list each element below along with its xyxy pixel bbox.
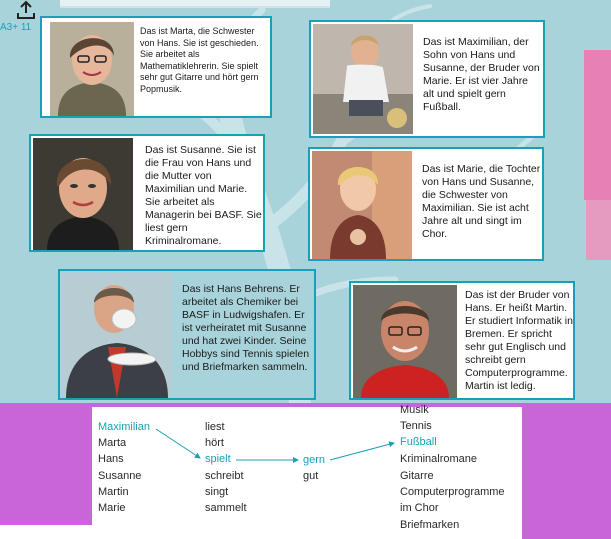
- photo-marie: [312, 151, 412, 259]
- text-maximilian: Das ist Maximilian, der Sohn von Hans und Susanne, der Bruder von Marie. Er ist vier Jahre alt und spielt gern Fußball.: [423, 36, 540, 113]
- verb-word: spielt: [205, 453, 231, 465]
- pink-sidebar-lower: [586, 200, 611, 260]
- upload-icon[interactable]: [14, 0, 38, 20]
- exercise-badge: A3+ 11: [0, 22, 32, 33]
- name-word: Martin: [98, 486, 129, 498]
- card-marta: [40, 16, 272, 118]
- object-word: Computerprogramme: [400, 486, 505, 498]
- adverb-word: gut: [303, 470, 319, 482]
- card-hans: [58, 269, 316, 400]
- photo-marta: [50, 22, 134, 116]
- text-hans: Das ist Hans Behrens. Er arbeitet als Chemiker bei BASF in Ludwigshafen. Er ist verheiratet mit Susanne und hat zwei Kinder. Seine Hobbys sind Tennis spielen und Briefmarken sammeln.: [182, 283, 310, 373]
- name-word: Marta: [98, 437, 127, 449]
- verb-word: schreibt: [205, 470, 244, 482]
- adverb-word: gern: [303, 454, 326, 466]
- object-word: im Chor: [400, 502, 439, 514]
- object-word: Briefmarken: [400, 519, 460, 531]
- card-maximilian: [309, 20, 545, 138]
- card-marie: [308, 147, 544, 261]
- name-word: Susanne: [98, 470, 142, 482]
- photo-hans: [62, 273, 172, 398]
- photo-susanne: [33, 138, 133, 250]
- name-word: Maximilian: [98, 421, 150, 433]
- photo-martin: [353, 285, 457, 398]
- card-susanne: [29, 134, 265, 252]
- object-word: Kriminalromane: [400, 453, 478, 465]
- card-martin: [349, 281, 575, 400]
- object-word: Tennis: [400, 420, 432, 432]
- text-marta: Das ist Marta, die Schwester von Hans. Sie ist geschieden. Sie arbeitet als Mathematiklehrerin. Sie spielt sehr gut Gitarre und hört gern Popmusik.: [140, 26, 259, 94]
- top-strip: [60, 0, 330, 8]
- verb-word: hört: [205, 437, 224, 449]
- pink-sidebar: [584, 50, 611, 200]
- verb-word: sammelt: [205, 502, 247, 514]
- text-martin: Das ist der Bruder von Hans. Er heißt Martin. Er studiert Informatik in Bremen. Er spricht sehr gut Englisch und schreibt gern Computerprogramme. Martin ist ledig.: [465, 289, 573, 392]
- photo-maximilian: [313, 24, 413, 134]
- name-word: Hans: [98, 453, 124, 465]
- verb-word: singt: [205, 486, 229, 498]
- object-word: Fußball: [400, 436, 437, 448]
- object-word: Musik: [400, 404, 429, 416]
- name-word: Marie: [98, 502, 126, 514]
- text-susanne: Das ist Susanne. Sie ist die Frau von Hans und die Mutter von Maximilian und Marie. Sie arbeitet als Managerin bei BASF. Sie liest gern Kriminalromane.: [145, 144, 262, 247]
- verb-word: liest: [205, 421, 225, 433]
- text-marie: Das ist Marie, die Tochter von Hans und Susanne, die Schwester von Maximilian. Sie ist acht Jahre alt und singt im Chor.: [422, 163, 541, 240]
- object-word: Gitarre: [400, 470, 434, 482]
